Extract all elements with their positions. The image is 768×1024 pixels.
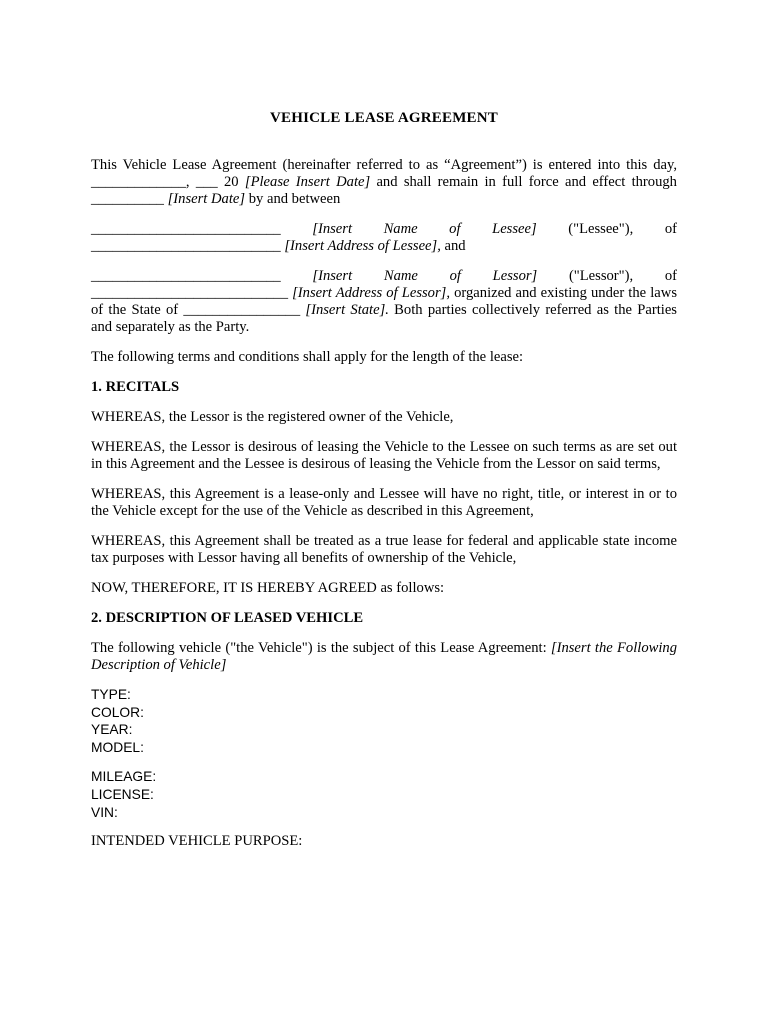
lessor-role: ("Lessor"), (568, 268, 634, 284)
day-blank: ___ (195, 174, 218, 190)
state-placeholder: [Insert State]. (305, 302, 389, 318)
document-page (91, 110, 677, 850)
lessor-address-placeholder: [Insert Address of Lessor], (292, 285, 450, 301)
lessor-name-placeholder: [Insert Name of Lessor] (312, 268, 538, 284)
state-prefix: of the State of (91, 302, 179, 318)
date-blank: _____________, (91, 174, 190, 190)
whereas-3: WHEREAS, this Agreement is a lease-only and Lessee will have no right, title, or interest in or to the Vehicle except for the use of the Vehicle as described in this Agreement, (91, 486, 677, 519)
year-prefix: 20 (224, 174, 239, 190)
lessee-line-2 (91, 238, 677, 255)
whereas-4: WHEREAS, this Agreement shall be treated as a true lease for federal and applicable state income tax purposes with Lessor having all benefits of ownership of the Vehicle, (91, 533, 677, 566)
intro-line-2-rest: and shall remain in full force and effect through (376, 174, 677, 190)
intro-line-3 (91, 191, 677, 208)
field-type: TYPE: (91, 687, 131, 702)
end-date-blank: __________ (91, 191, 164, 207)
terms-intro: The following terms and conditions shall apply for the length of the lease: (91, 349, 524, 365)
now-therefore: NOW, THEREFORE, IT IS HEREBY AGREED as follows: (91, 580, 445, 596)
field-mileage: MILEAGE: (91, 769, 157, 785)
intro-line-2 (91, 174, 677, 191)
field-license: LICENSE: (91, 786, 154, 802)
lessee-paragraph (91, 221, 677, 255)
lessee-role: ("Lessee"), (568, 221, 634, 237)
field-vin: VIN: (91, 804, 118, 820)
lessee-name-placeholder: [Insert Name of Lessee] (312, 221, 537, 237)
vehicle-description-intro (91, 640, 677, 674)
lessor-line-2 (91, 285, 677, 302)
intended-purpose: INTENDED VEHICLE PURPOSE: (91, 833, 303, 850)
lessee-address-placeholder: [Insert Address of Lessee], (284, 238, 441, 254)
section-1-heading: 1. RECITALS (91, 379, 180, 395)
intro-line-1: This Vehicle Lease Agreement (hereinafter referred to as “Agreement”) is entered into this day, (91, 157, 677, 173)
section-2-heading: 2. DESCRIPTION OF LEASED VEHICLE (91, 610, 364, 626)
whereas-2: WHEREAS, the Lessor is desirous of leasing the Vehicle to the Lessee on such terms as are set out in this Agreement and the Lessee is desirous of leasing the Vehicle from the Lessor on said terms, (91, 439, 677, 472)
lessor-address-blank: ___________________________ (91, 285, 289, 301)
whereas-1: WHEREAS, the Lessor is the registered owner of the Vehicle, (91, 409, 454, 425)
lessee-line-1 (91, 221, 677, 238)
lessee-name-blank: __________________________ (91, 221, 281, 237)
lessor-line-3 (91, 302, 677, 319)
lessor-paragraph (91, 268, 677, 336)
vehicle-description-text: The following vehicle ("the Vehicle") is the subject of this Lease Agreement: (91, 640, 547, 656)
lessor-org-text: organized and existing under the laws (454, 285, 677, 301)
field-year: YEAR: (91, 722, 133, 738)
document-title: VEHICLE LEASE AGREEMENT (270, 110, 498, 126)
intro-paragraph (91, 157, 677, 208)
field-color: COLOR: (91, 704, 144, 720)
lessee-address-blank: __________________________ (91, 238, 281, 254)
state-rest: Both parties collectively referred as the Parties (394, 302, 677, 318)
lessee-and: and (444, 238, 466, 254)
lessor-of: of (664, 268, 678, 284)
lessor-line-4: and separately as the Party. (91, 319, 250, 335)
insert-date-placeholder: [Please Insert Date] (244, 174, 371, 190)
vehicle-fields-group-a (91, 686, 677, 756)
field-model: MODEL: (91, 739, 144, 755)
vehicle-fields-group-b (91, 768, 677, 821)
intro-line-3-rest: by and between (248, 191, 341, 207)
insert-end-date-placeholder: [Insert Date] (167, 191, 246, 207)
lessee-of: of (664, 221, 677, 237)
lessor-name-blank: __________________________ (91, 268, 281, 284)
vehicle-description-placeholder: [Insert the Following Description of Vehicle] (91, 640, 677, 673)
state-blank: ________________ (183, 302, 301, 318)
lessor-line-1 (91, 268, 677, 285)
